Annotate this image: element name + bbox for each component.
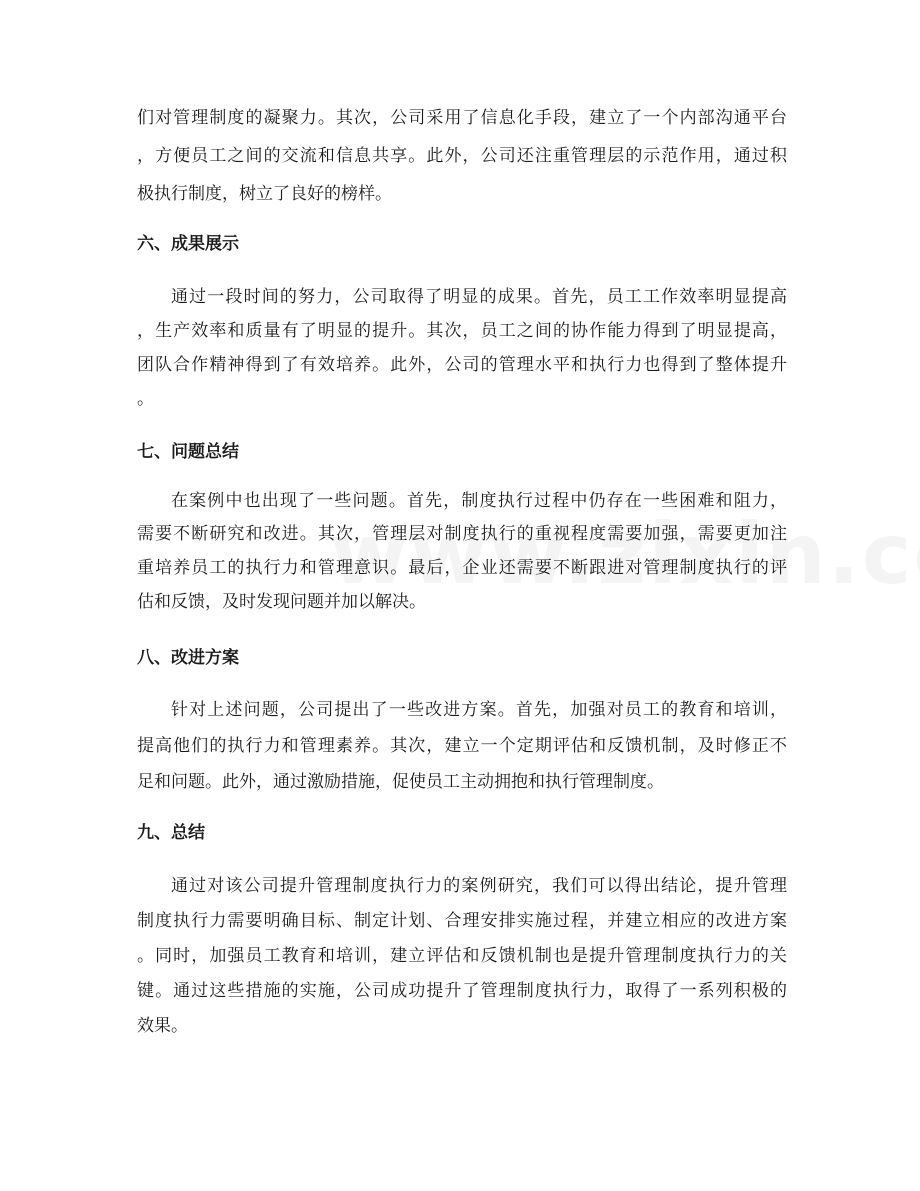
paragraph-line: 。 <box>137 389 154 409</box>
paragraph-line: 在案例中也出现了一些问题。首先，制度执行过程中仍存在一些困难和阻力， <box>171 491 787 511</box>
paragraph-line: 极执行制度，树立了良好的榜样。 <box>137 184 392 204</box>
paragraph-line: 足和问题。此外，通过激励措施，促使员工主动拥抱和执行管理制度。 <box>137 772 664 792</box>
paragraph-line: 通过对该公司提升管理制度执行力的案例研究，我们可以得出结论，提升管理 <box>171 876 787 896</box>
paragraph-line: 键。通过这些措施的实施，公司成功提升了管理制度执行力，取得了一系列积极的 <box>137 981 787 1001</box>
paragraph-line: 通过一段时间的努力，公司取得了明显的成果。首先，员工工作效率明显提高 <box>171 287 787 307</box>
paragraph-line: 团队合作精神得到了有效培养。此外，公司的管理水平和执行力也得到了整体提升 <box>137 355 787 375</box>
section-heading: 六、成果展示 <box>137 234 239 254</box>
paragraph-line: ，生产效率和质量有了明显的提升。其次，员工之间的协作能力得到了明显提高， <box>137 321 787 341</box>
paragraph-line: 需要不断研究和改进。其次，管理层对制度执行的重视程度需要加强，需要更加注 <box>137 524 787 544</box>
paragraph-line: 制度执行力需要明确目标、制定计划、合理安排实施过程，并建立相应的改进方案 <box>137 911 787 931</box>
watermark <box>330 505 920 603</box>
paragraph-line: 估和反馈，及时发现问题并加以解决。 <box>137 592 426 612</box>
section-heading: 九、总结 <box>137 823 205 843</box>
paragraph-line: 效果。 <box>137 1016 188 1036</box>
paragraph-line: 。同时，加强员工教育和培训，建立评估和反馈机制也是提升管理制度执行力的关 <box>137 946 787 966</box>
section-heading: 八、改进方案 <box>137 648 239 668</box>
paragraph-line: 提高他们的执行力和管理素养。其次，建立一个定期评估和反馈机制，及时修正不 <box>137 736 787 756</box>
paragraph-line: 针对上述问题，公司提出了一些改进方案。首先，加强对员工的教育和培训， <box>171 700 787 720</box>
section-heading: 七、问题总结 <box>137 442 239 462</box>
paragraph-line: 重培养员工的执行力和管理意识。最后，企业还需要不断跟进对管理制度执行的评 <box>137 558 787 578</box>
paragraph-line: ，方便员工之间的交流和信息共享。此外，公司还注重管理层的示范作用，通过积 <box>137 146 787 166</box>
paragraph-line: 们对管理制度的凝聚力。其次，公司采用了信息化手段，建立了一个内部沟通平台 <box>137 108 787 128</box>
